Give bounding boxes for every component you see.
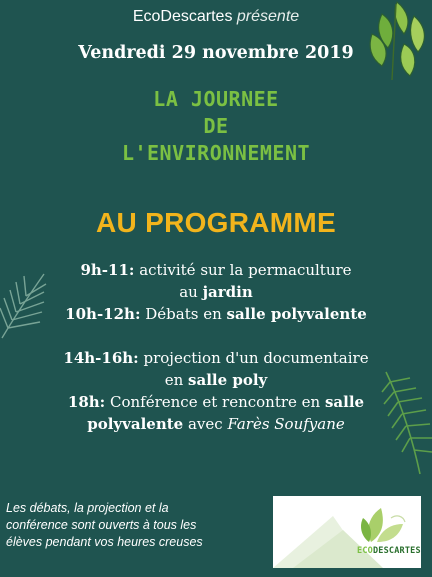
schedule-text: au <box>179 283 203 301</box>
footer-note: Les débats, la projection et la conférence sont ouverts à tous les élèves pendant vos heures creuses <box>6 501 203 549</box>
schedule-line <box>30 303 402 325</box>
presenter-line <box>0 8 432 26</box>
event-title-line-1: LA JOURNEE <box>153 87 279 111</box>
logo-wordmark-descartes: DESCARTES <box>372 546 421 556</box>
schedule-text: Débats en <box>140 305 227 323</box>
ecodescartes-logo <box>273 496 421 568</box>
event-title <box>0 86 432 167</box>
schedule-line <box>30 347 402 369</box>
schedule-time: 10h-12h: <box>65 305 141 323</box>
schedule-time: 9h-11: <box>80 261 135 279</box>
event-title-line-2: DE <box>203 114 229 138</box>
schedule-text: Conférence et rencontre en <box>105 393 325 411</box>
schedule-line <box>30 369 402 391</box>
schedule-line <box>30 391 402 413</box>
schedule-location: polyvalente <box>87 415 184 433</box>
schedule-location: salle poly <box>188 371 268 389</box>
schedule-text: en <box>164 371 189 389</box>
schedule-line <box>30 281 402 303</box>
speaker-name: Farès Soufyane <box>227 415 345 433</box>
presents-word: présente <box>236 8 300 25</box>
program-heading: AU PROGRAMME <box>95 207 337 238</box>
logo-wordmark <box>357 546 421 556</box>
event-title-line-3: L'ENVIRONNEMENT <box>121 141 311 165</box>
organizer-name: EcoDescartes <box>132 8 233 25</box>
event-date: Vendredi 29 novembre 2019 <box>78 43 354 63</box>
schedule-time: 14h-16h: <box>63 349 139 367</box>
schedule-text: avec <box>183 415 228 433</box>
schedule-text: projection d'un documentaire <box>138 349 369 367</box>
schedule-line <box>30 413 402 435</box>
eco-leaf-logo-icon <box>273 496 421 568</box>
logo-wordmark-eco: ECO <box>357 546 373 556</box>
schedule-text: activité sur la permaculture <box>134 261 352 279</box>
schedule-location: salle polyvalente <box>226 305 367 323</box>
schedule-line <box>30 259 402 281</box>
schedule-time: 18h: <box>67 393 106 411</box>
program-schedule <box>30 259 402 435</box>
schedule-location: salle <box>324 393 365 411</box>
schedule-location: jardin <box>202 283 253 301</box>
